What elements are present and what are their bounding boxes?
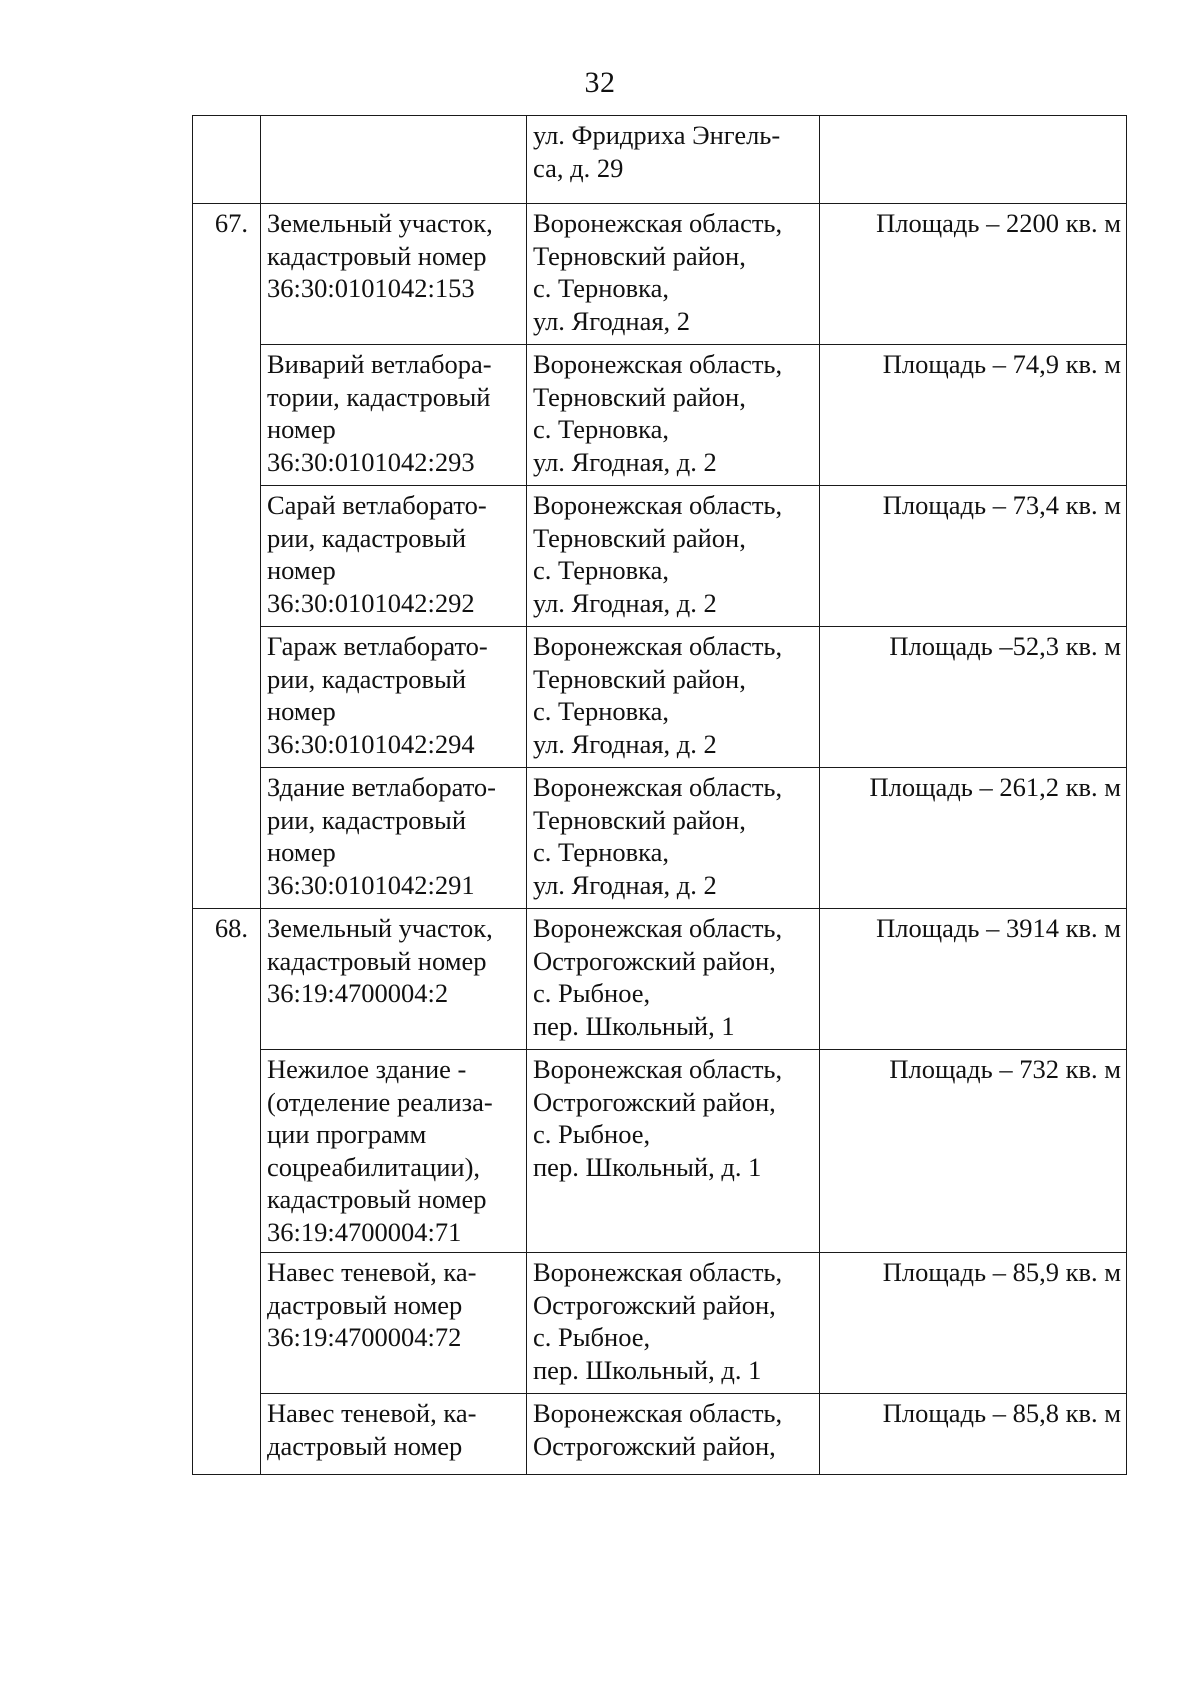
table-row <box>193 1253 1127 1394</box>
object-name-cell: Сарай ветлаборато- рии, кадастровый номер 36:30:0101042:292 <box>261 486 527 627</box>
object-name-cell: Земельный участок, кадастровый номер 36:19:4700004:2 <box>261 909 527 1050</box>
address-cell: Воронежская область, Терновский район, с. Терновка, ул. Ягодная, д. 2 <box>527 486 820 627</box>
row-number-cell <box>193 345 261 486</box>
area-cell: Площадь – 74,9 кв. м <box>820 345 1127 486</box>
address-cell: Воронежская область, Острогожский район, с. Рыбное, пер. Школьный, 1 <box>527 909 820 1050</box>
object-name-cell: Гараж ветлаборато- рии, кадастровый номер 36:30:0101042:294 <box>261 627 527 768</box>
table-row <box>193 486 1127 627</box>
row-number-cell <box>193 1253 261 1394</box>
address-cell: Воронежская область, Острогожский район, <box>527 1394 820 1475</box>
table-row <box>193 1050 1127 1253</box>
area-cell: Площадь – 85,9 кв. м <box>820 1253 1127 1394</box>
area-cell: Площадь – 3914 кв. м <box>820 909 1127 1050</box>
row-number-cell <box>193 768 261 909</box>
object-name-cell <box>261 116 527 204</box>
address-cell: Воронежская область, Терновский район, с. Терновка, ул. Ягодная, д. 2 <box>527 768 820 909</box>
row-number-cell: 67. <box>193 204 261 345</box>
row-number-cell: 68. <box>193 909 261 1050</box>
object-name-cell: Земельный участок, кадастровый номер 36:30:0101042:153 <box>261 204 527 345</box>
object-name-cell: Нежилое здание - (отделение реализа- ции программ соцреабилитации), кадастровый номер 36:19:4700004:71 <box>261 1050 527 1253</box>
area-cell: Площадь – 261,2 кв. м <box>820 768 1127 909</box>
row-number-cell <box>193 486 261 627</box>
row-number-cell <box>193 1394 261 1475</box>
table-row <box>193 204 1127 345</box>
address-cell: Воронежская область, Терновский район, с. Терновка, ул. Ягодная, 2 <box>527 204 820 345</box>
table-row <box>193 116 1127 204</box>
property-registry-table <box>192 115 1127 1475</box>
table-row <box>193 768 1127 909</box>
table-row <box>193 909 1127 1050</box>
address-cell: ул. Фридриха Энгель- са, д. 29 <box>527 116 820 204</box>
page-number: 32 <box>584 66 616 99</box>
row-number-cell <box>193 1050 261 1253</box>
address-cell: Воронежская область, Острогожский район, с. Рыбное, пер. Школьный, д. 1 <box>527 1253 820 1394</box>
row-number-cell <box>193 116 261 204</box>
table-row <box>193 627 1127 768</box>
area-cell: Площадь – 732 кв. м <box>820 1050 1127 1253</box>
object-name-cell: Здание ветлаборато- рии, кадастровый номер 36:30:0101042:291 <box>261 768 527 909</box>
object-name-cell: Навес теневой, ка- дастровый номер 36:19:4700004:72 <box>261 1253 527 1394</box>
area-cell: Площадь – 85,8 кв. м <box>820 1394 1127 1475</box>
area-cell: Площадь – 2200 кв. м <box>820 204 1127 345</box>
area-cell: Площадь – 73,4 кв. м <box>820 486 1127 627</box>
area-cell <box>820 116 1127 204</box>
address-cell: Воронежская область, Терновский район, с. Терновка, ул. Ягодная, д. 2 <box>527 345 820 486</box>
address-cell: Воронежская область, Терновский район, с. Терновка, ул. Ягодная, д. 2 <box>527 627 820 768</box>
table-row <box>193 1394 1127 1475</box>
table-row <box>193 345 1127 486</box>
object-name-cell: Навес теневой, ка- дастровый номер <box>261 1394 527 1475</box>
address-cell: Воронежская область, Острогожский район, с. Рыбное, пер. Школьный, д. 1 <box>527 1050 820 1253</box>
object-name-cell: Виварий ветлабора- тории, кадастровый номер 36:30:0101042:293 <box>261 345 527 486</box>
area-cell: Площадь –52,3 кв. м <box>820 627 1127 768</box>
row-number-cell <box>193 627 261 768</box>
